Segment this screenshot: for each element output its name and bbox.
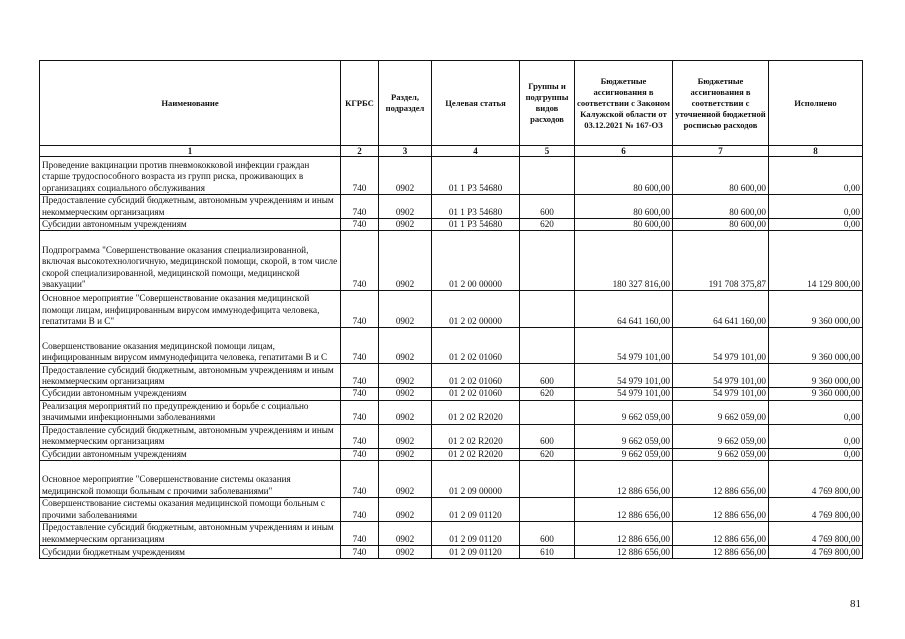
row-group: 600 [520, 522, 575, 546]
row-assign-law: 12 886 656,00 [575, 461, 673, 498]
row-name: Реализация мероприятий по предупреждению и борьбе с социально значимыми инфекционными заболеваниями [40, 400, 341, 424]
row-group [520, 400, 575, 424]
row-assign-law: 12 886 656,00 [575, 522, 673, 546]
table-row [40, 424, 863, 448]
row-group: 620 [520, 219, 575, 231]
row-executed: 0,00 [769, 195, 863, 219]
header-kgrbs: КГРБС [341, 61, 379, 146]
row-name: Субсидии автономным учреждениям [40, 388, 341, 400]
row-assign-refined: 12 886 656,00 [673, 498, 769, 522]
row-name: Основное мероприятие "Совершенствование оказания медицинской помощи лицам, инфицированным вирусом иммунодефицита человека, гепатитами В и С" [40, 291, 341, 328]
row-section: 0902 [379, 546, 432, 559]
row-executed: 4 769 800,00 [769, 498, 863, 522]
row-target: 01 2 02 01060 [432, 388, 520, 400]
row-assign-law: 80 600,00 [575, 219, 673, 231]
row-group [520, 498, 575, 522]
row-kgrbs: 740 [341, 231, 379, 291]
row-target: 01 1 P3 54680 [432, 157, 520, 195]
row-assign-law: 12 886 656,00 [575, 546, 673, 559]
row-group: 600 [520, 364, 575, 388]
row-executed: 0,00 [769, 448, 863, 460]
row-section: 0902 [379, 291, 432, 328]
column-number: 2 [341, 146, 379, 157]
row-assign-law: 80 600,00 [575, 195, 673, 219]
row-target: 01 2 09 00000 [432, 461, 520, 498]
row-assign-refined: 64 641 160,00 [673, 291, 769, 328]
row-executed: 4 769 800,00 [769, 461, 863, 498]
table-row [40, 461, 863, 498]
table-row [40, 522, 863, 546]
row-name: Предоставление субсидий бюджетным, автономным учреждениям и иным некоммерческим организациям [40, 364, 341, 388]
header-groups: Группы и подгруппы видов расходов [520, 61, 575, 146]
header-name: Наименование [40, 61, 341, 146]
row-assign-law: 9 662 059,00 [575, 424, 673, 448]
table-header [40, 61, 863, 157]
row-executed: 0,00 [769, 219, 863, 231]
row-assign-law: 180 327 816,00 [575, 231, 673, 291]
row-target: 01 2 02 R2020 [432, 424, 520, 448]
column-number: 4 [432, 146, 520, 157]
row-name: Основное мероприятие "Совершенствование системы оказания медицинской помощи больным с прочими заболеваниями" [40, 461, 341, 498]
row-kgrbs: 740 [341, 328, 379, 364]
row-assign-refined: 12 886 656,00 [673, 546, 769, 559]
row-kgrbs: 740 [341, 157, 379, 195]
column-number: 6 [575, 146, 673, 157]
row-group: 600 [520, 195, 575, 219]
row-name: Совершенствование оказания медицинской помощи лицам, инфицированным вирусом иммунодефицита человека, гепатитами В и С [40, 328, 341, 364]
column-number: 8 [769, 146, 863, 157]
row-kgrbs: 740 [341, 424, 379, 448]
row-assign-law: 80 600,00 [575, 157, 673, 195]
row-section: 0902 [379, 498, 432, 522]
row-section: 0902 [379, 448, 432, 460]
row-assign-refined: 191 708 375,87 [673, 231, 769, 291]
row-target: 01 2 02 01060 [432, 328, 520, 364]
row-name: Подпрограмма "Совершенствование оказания специализированной, включая высокотехнологичную, медицинской помощи, скорой, в том числе скорой специализированной, медицинской помощи, медицинской эвакуации" [40, 231, 341, 291]
row-kgrbs: 740 [341, 291, 379, 328]
row-assign-refined: 80 600,00 [673, 157, 769, 195]
header-target: Целевая статья [432, 61, 520, 146]
row-kgrbs: 740 [341, 364, 379, 388]
row-section: 0902 [379, 522, 432, 546]
row-assign-refined: 9 662 059,00 [673, 424, 769, 448]
table-row [40, 195, 863, 219]
row-kgrbs: 740 [341, 448, 379, 460]
row-target: 01 2 02 01060 [432, 364, 520, 388]
row-kgrbs: 740 [341, 400, 379, 424]
row-group [520, 461, 575, 498]
row-group [520, 157, 575, 195]
row-executed: 9 360 000,00 [769, 388, 863, 400]
table-row [40, 546, 863, 559]
column-number: 3 [379, 146, 432, 157]
row-kgrbs: 740 [341, 546, 379, 559]
table-row [40, 291, 863, 328]
page-number: 81 [850, 598, 861, 610]
budget-table [39, 60, 863, 559]
row-assign-refined: 80 600,00 [673, 195, 769, 219]
row-assign-refined: 54 979 101,00 [673, 328, 769, 364]
row-name: Предоставление субсидий бюджетным, автономным учреждениям и иным некоммерческим организациям [40, 195, 341, 219]
row-assign-refined: 12 886 656,00 [673, 461, 769, 498]
column-number: 7 [673, 146, 769, 157]
row-name: Предоставление субсидий бюджетным, автономным учреждениям и иным некоммерческим организациям [40, 424, 341, 448]
table-row [40, 388, 863, 400]
table-row [40, 448, 863, 460]
row-kgrbs: 740 [341, 461, 379, 498]
row-target: 01 1 P3 54680 [432, 195, 520, 219]
row-assign-refined: 54 979 101,00 [673, 364, 769, 388]
row-executed: 9 360 000,00 [769, 328, 863, 364]
row-kgrbs: 740 [341, 219, 379, 231]
row-target: 01 2 09 01120 [432, 522, 520, 546]
row-group [520, 231, 575, 291]
row-section: 0902 [379, 231, 432, 291]
row-name: Совершенствование системы оказания медицинской помощи больным с прочими заболеваниями [40, 498, 341, 522]
row-name: Субсидии автономным учреждениям [40, 448, 341, 460]
row-target: 01 2 09 01120 [432, 498, 520, 522]
row-group [520, 328, 575, 364]
row-group: 600 [520, 424, 575, 448]
table-row [40, 328, 863, 364]
row-executed: 0,00 [769, 157, 863, 195]
row-group: 620 [520, 448, 575, 460]
row-kgrbs: 740 [341, 388, 379, 400]
row-target: 01 2 00 00000 [432, 231, 520, 291]
table-row [40, 498, 863, 522]
row-section: 0902 [379, 400, 432, 424]
row-target: 01 2 02 00000 [432, 291, 520, 328]
table-row [40, 400, 863, 424]
table-row [40, 364, 863, 388]
header-section: Раздел, подраздел [379, 61, 432, 146]
row-assign-law: 9 662 059,00 [575, 448, 673, 460]
row-group: 610 [520, 546, 575, 559]
row-section: 0902 [379, 364, 432, 388]
row-section: 0902 [379, 157, 432, 195]
table-row [40, 157, 863, 195]
column-number: 1 [40, 146, 341, 157]
table-row [40, 219, 863, 231]
row-executed: 4 769 800,00 [769, 522, 863, 546]
row-name: Субсидии автономным учреждениям [40, 219, 341, 231]
row-assign-law: 12 886 656,00 [575, 498, 673, 522]
row-assign-law: 9 662 059,00 [575, 400, 673, 424]
row-target: 01 2 02 R2020 [432, 448, 520, 460]
row-section: 0902 [379, 388, 432, 400]
row-kgrbs: 740 [341, 195, 379, 219]
row-assign-refined: 9 662 059,00 [673, 400, 769, 424]
row-executed: 9 360 000,00 [769, 291, 863, 328]
header-assign-refined: Бюджетные ассигнования в соответствии с уточненной бюджетной росписью расходов [673, 61, 769, 146]
row-assign-law: 54 979 101,00 [575, 364, 673, 388]
row-group [520, 291, 575, 328]
row-assign-refined: 12 886 656,00 [673, 522, 769, 546]
row-executed: 4 769 800,00 [769, 546, 863, 559]
row-executed: 14 129 800,00 [769, 231, 863, 291]
row-assign-refined: 54 979 101,00 [673, 388, 769, 400]
row-section: 0902 [379, 424, 432, 448]
header-executed: Исполнено [769, 61, 863, 146]
row-name: Проведение вакцинации против пневмококковой инфекции граждан старше трудоспособного возраста из групп риска, проживающих в организациях социального обслуживания [40, 157, 341, 195]
row-section: 0902 [379, 219, 432, 231]
row-section: 0902 [379, 195, 432, 219]
row-executed: 0,00 [769, 424, 863, 448]
row-assign-law: 54 979 101,00 [575, 328, 673, 364]
row-name: Субсидии бюджетным учреждениям [40, 546, 341, 559]
row-group: 620 [520, 388, 575, 400]
row-target: 01 2 02 R2020 [432, 400, 520, 424]
row-kgrbs: 740 [341, 498, 379, 522]
table-row [40, 231, 863, 291]
row-target: 01 2 09 01120 [432, 546, 520, 559]
row-kgrbs: 740 [341, 522, 379, 546]
row-target: 01 1 P3 54680 [432, 219, 520, 231]
row-assign-refined: 9 662 059,00 [673, 448, 769, 460]
row-assign-law: 64 641 160,00 [575, 291, 673, 328]
row-assign-law: 54 979 101,00 [575, 388, 673, 400]
row-name: Предоставление субсидий бюджетным, автономным учреждениям и иным некоммерческим организациям [40, 522, 341, 546]
row-section: 0902 [379, 461, 432, 498]
table-body [40, 157, 863, 559]
row-section: 0902 [379, 328, 432, 364]
row-assign-refined: 80 600,00 [673, 219, 769, 231]
row-executed: 9 360 000,00 [769, 364, 863, 388]
row-executed: 0,00 [769, 400, 863, 424]
column-number: 5 [520, 146, 575, 157]
header-assign-law: Бюджетные ассигнования в соответствии с Законом Калужской области от 03.12.2021 № 167-ОЗ [575, 61, 673, 146]
